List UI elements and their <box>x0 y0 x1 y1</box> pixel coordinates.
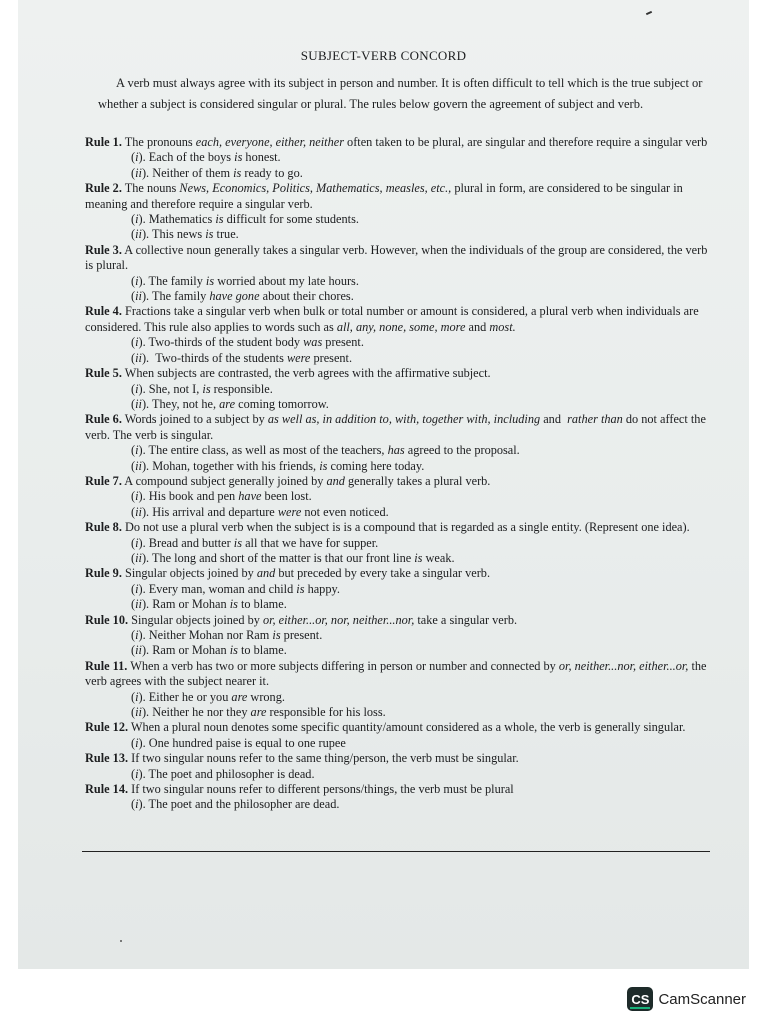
rule-4 <box>85 304 717 335</box>
rule-heading: Rule 5. <box>85 366 122 381</box>
rule-example: (i). The family is worried about my late hours. <box>131 273 359 288</box>
rule-14 <box>85 782 717 797</box>
rule-example: (ii). Mohan, together with his friends, is coming here today. <box>131 458 425 473</box>
rule-example: (i). Mathematics is difficult for some students. <box>131 212 359 227</box>
rule-example: (i). Neither Mohan nor Ram is present. <box>131 628 323 642</box>
rule-3 <box>85 243 717 274</box>
rule-text: Singular objects joined by or, either...or, nor, neither...nor, take a singular verb. <box>128 612 518 627</box>
rule-heading: Rule 6. <box>85 412 122 427</box>
rule-9 <box>85 566 717 581</box>
rule-text: Do not use a plural verb when the subject is is a compound that is regarded as a single entity. (Represent one idea). <box>121 520 690 535</box>
rule-example: (ii). They, not he, are coming tomorrow. <box>131 396 329 411</box>
rule-7 <box>85 474 717 489</box>
intro-paragraph: A verb must always agree with its subject in person and number. It is often difficult to tell which is the true subject or whether a subject is considered singular or plural. The rules below govern the agreement of subject and verb. <box>98 76 703 111</box>
rule-text: A compound subject generally joined by and generally takes a plural verb. <box>121 473 491 488</box>
rule-text: Fractions take a singular verb when bulk or total number or amount is considered, a plural verb when individuals are considered. This rule also applies to words such as all, any, none, some, more and most. <box>85 304 699 334</box>
rule-example: (ii). Ram or Mohan is to blame. <box>131 597 287 612</box>
rule-6 <box>85 412 717 443</box>
rule-heading: Rule 10. <box>85 612 129 627</box>
pen-mark <box>646 11 652 15</box>
rule-heading: Rule 3. <box>85 242 122 257</box>
rule-10 <box>85 613 717 628</box>
rule-text: A collective noun generally takes a singular verb. However, when the individuals of the group are considered, the verb is plural. <box>85 242 708 273</box>
rule-example: (i). Two-thirds of the student body was present. <box>131 335 364 350</box>
rule-example: (ii). Two-thirds of the students were present. <box>131 350 353 365</box>
rule-example: (ii). The family have gone about their chores. <box>131 289 354 304</box>
rule-example: (i). Either he or you are wrong. <box>131 689 285 704</box>
rule-5 <box>85 366 717 381</box>
rule-text: When subjects are contrasted, the verb agrees with the affirmative subject. <box>121 366 491 381</box>
rule-text: When a plural noun denotes some specific quantity/amount considered as a whole, the verb is generally singular. <box>128 720 686 735</box>
rule-heading: Rule 14. <box>85 782 129 797</box>
rule-heading: Rule 2. <box>85 181 122 196</box>
rule-2 <box>85 181 717 212</box>
camscanner-label: CamScanner <box>658 990 746 1008</box>
rule-text: The nouns News, Economics, Politics, Mathematics, measles, etc., plural in form, are considered to be singular in meaning and therefore require a singular verb. <box>85 181 683 211</box>
rule-text: Words joined to a subject by as well as, in addition to, with, together with, including and rather than do not affect the verb. The verb is singular. <box>85 412 706 442</box>
rule-example: (i). The entire class, as well as most of the teachers, has agreed to the proposal. <box>131 443 520 458</box>
rule-heading: Rule 9. <box>85 566 122 581</box>
rule-heading: Rule 8. <box>85 520 122 535</box>
rule-example: (i). Bread and butter is all that we have for supper. <box>131 535 379 550</box>
rule-example: (ii). This news is true. <box>131 227 239 242</box>
rule-example: (i). The poet and philosopher is dead. <box>131 766 315 781</box>
rule-text: If two singular nouns refer to the same thing/person, the verb must be singular. <box>128 751 519 766</box>
rule-example: (i). Each of the boys is honest. <box>131 150 281 165</box>
rule-heading: Rule 7. <box>85 473 122 488</box>
rule-text: If two singular nouns refer to different persons/things, the verb must be plural <box>128 782 514 797</box>
rule-example: (i). His book and pen have been lost. <box>131 489 312 504</box>
rule-8 <box>85 520 717 535</box>
speck-mark <box>120 940 122 942</box>
rule-example: (ii). The long and short of the matter is that our front line is weak. <box>131 550 455 565</box>
rule-text: The pronouns each, everyone, either, neither often taken to be plural, are singular and therefore require a singular verb <box>121 135 708 149</box>
rule-heading: Rule 11. <box>85 658 128 673</box>
rule-heading: Rule 4. <box>85 304 122 319</box>
rule-example: (i). The poet and the philosopher are dead. <box>131 797 340 812</box>
rule-11 <box>85 659 717 690</box>
camscanner-logo-icon: CS <box>627 987 653 1011</box>
rule-12 <box>85 720 717 735</box>
rule-example: (ii). His arrival and departure were not even noticed. <box>131 504 389 519</box>
rule-heading: Rule 1. <box>85 135 122 149</box>
rules-list <box>85 135 717 813</box>
section-divider <box>82 851 710 852</box>
rule-example: (i). She, not I, is responsible. <box>131 381 273 396</box>
rule-heading: Rule 12. <box>85 720 129 735</box>
rule-13 <box>85 751 717 766</box>
rule-example: (ii). Ram or Mohan is to blame. <box>131 643 287 658</box>
rule-heading: Rule 13. <box>85 751 129 766</box>
rule-example: (ii). Neither he nor they are responsible for his loss. <box>131 705 386 720</box>
rule-text: Singular objects joined by and but preceded by every take a singular verb. <box>121 566 491 581</box>
rule-example: (i). One hundred paise is equal to one rupee <box>131 735 346 750</box>
rule-example: (ii). Neither of them is ready to go. <box>131 165 303 180</box>
rule-example: (i). Every man, woman and child is happy. <box>131 581 340 596</box>
scanned-page <box>18 0 749 969</box>
camscanner-watermark <box>627 987 746 1011</box>
rule-1 <box>85 135 717 150</box>
rule-text: When a verb has two or more subjects differing in person or number and connected by or, neither...nor, either...or, the verb agrees with the subject nearer it. <box>85 658 707 689</box>
page-title: SUBJECT-VERB CONCORD <box>300 48 467 63</box>
